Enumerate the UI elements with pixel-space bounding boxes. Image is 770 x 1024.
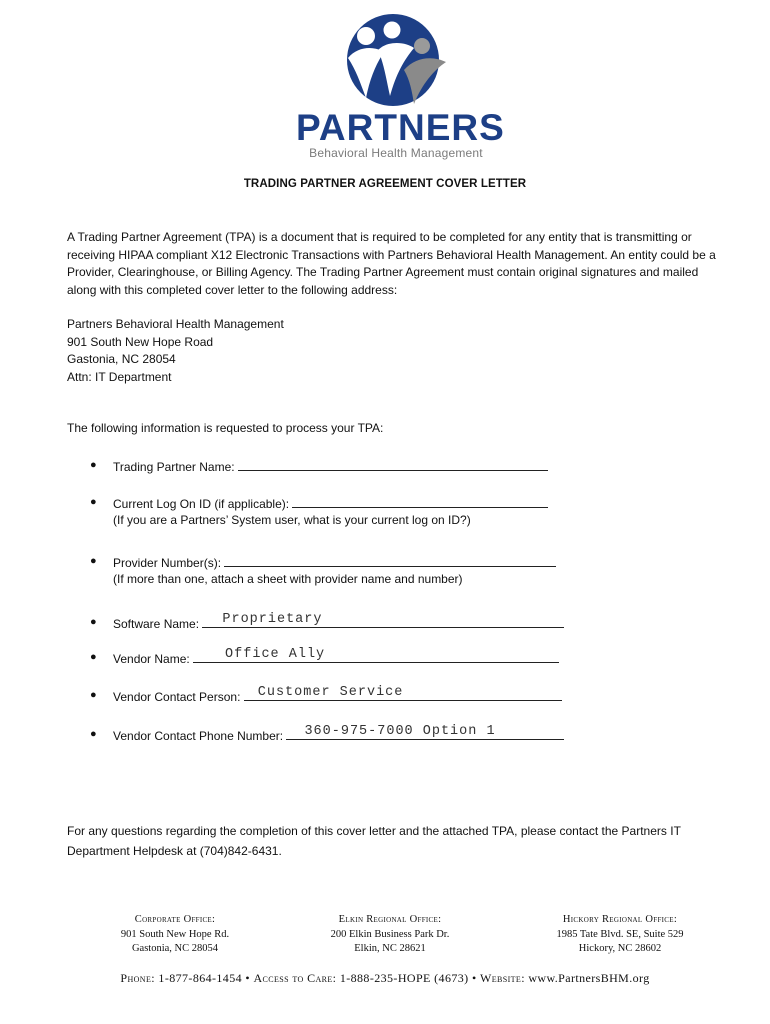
office-line: 1985 Tate Blvd. SE, Suite 529 [556, 928, 684, 940]
trading-partner-name-input[interactable] [238, 456, 548, 471]
bullet-icon: ● [90, 616, 97, 628]
phone-label: Phone: [120, 971, 156, 985]
bullet-icon: ● [90, 496, 97, 508]
field-label: Vendor Contact Phone Number: [113, 729, 287, 743]
office-line: 200 Elkin Business Park Dr. [330, 928, 450, 940]
request-intro: The following information is requested to process your TPA: [67, 421, 384, 435]
intro-paragraph: A Trading Partner Agreement (TPA) is a document that is required to be completed for any entity that is transmitting or receiving HIPAA compliant X12 Electronic Transactions with Partners Behavioral Health Management. An entity could be a Provider, Clearinghouse, or Billing Agency. The Trading Partner Agreement must contain original signatures and mailed along with this completed cover letter to the following address: [67, 230, 716, 297]
closing-paragraph: For any questions regarding the completion of this cover letter and the attached TPA, please contact the Partners IT Department Helpdesk at (704)842-6431. [67, 824, 681, 858]
office-addresses [60, 913, 720, 963]
field-label: Vendor Name: [113, 652, 194, 666]
field-label: Current Log On ID (if applicable): [113, 497, 293, 511]
website-link[interactable]: www.PartnersBHM.org [528, 971, 650, 985]
field-label: Provider Number(s): [113, 556, 225, 570]
separator-dot: • [471, 971, 480, 985]
vendor-name-input[interactable] [193, 648, 559, 663]
mailing-address [67, 316, 284, 386]
phone-number: 1-877-864-1454 [158, 971, 243, 985]
bullet-icon: ● [90, 689, 97, 701]
vendor-contact-phone-input[interactable] [286, 725, 564, 740]
address-line: Gastonia, NC 28054 [67, 352, 176, 366]
access-label: Access to Care: [253, 971, 337, 985]
document-title: TRADING PARTNER AGREEMENT COVER LETTER [243, 178, 527, 190]
office-heading: Elkin Regional Office: [338, 914, 442, 925]
partners-emblem-icon [296, 12, 496, 112]
office-line: Elkin, NC 28621 [354, 943, 426, 954]
provider-numbers-input[interactable] [224, 552, 556, 567]
field-value: 360-975-7000 Option 1 [304, 724, 496, 739]
field-note: (If more than one, attach a sheet with provider name and number) [113, 572, 463, 586]
office-hickory [520, 913, 720, 957]
office-line: Hickory, NC 28602 [578, 943, 662, 954]
contact-footer [0, 971, 770, 986]
field-label: Vendor Contact Person: [113, 690, 244, 704]
field-note: (If you are a Partners’ System user, what is your current log on ID?) [113, 513, 471, 527]
logo-name: PARTNERS [296, 107, 505, 148]
bullet-icon: ● [90, 651, 97, 663]
access-number: 1-888-235-HOPE (4673) [339, 971, 469, 985]
field-value: Proprietary [222, 612, 323, 627]
office-corporate [90, 913, 260, 957]
address-line: Attn: IT Department [67, 369, 172, 384]
bullet-icon: ● [90, 555, 97, 567]
field-value: Office Ally [225, 647, 326, 662]
office-heading: Corporate Office: [134, 914, 216, 925]
separator-dot: • [245, 971, 254, 985]
current-log-on-id-input[interactable] [292, 493, 548, 508]
software-name-input[interactable] [202, 613, 564, 628]
office-line: Gastonia, NC 28054 [131, 943, 219, 954]
bullet-icon: ● [90, 728, 97, 740]
office-line: 901 South New Hope Rd. [120, 928, 230, 940]
address-line: Partners Behavioral Health Management [67, 317, 284, 331]
vendor-contact-person-input[interactable] [244, 686, 562, 701]
logo-tagline: Behavioral Health Management [309, 146, 483, 160]
bullet-icon: ● [90, 459, 97, 471]
field-value: Customer Service [257, 685, 404, 700]
office-heading: Hickory Regional Office: [562, 914, 678, 925]
field-label: Software Name: [113, 617, 203, 631]
address-line: 901 South New Hope Road [67, 334, 214, 349]
website-label: Website: [479, 971, 525, 985]
field-label: Trading Partner Name: [113, 460, 238, 474]
office-elkin [300, 913, 480, 957]
partners-logo [296, 12, 505, 162]
